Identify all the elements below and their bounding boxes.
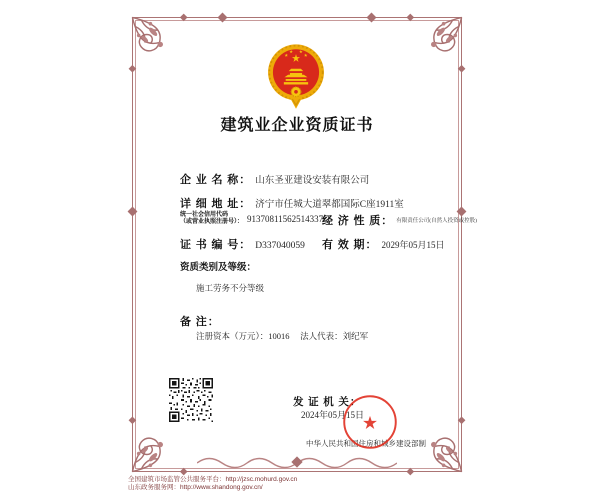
field-remark	[180, 313, 220, 329]
cert-no-label: 证 书 编 号：	[180, 239, 252, 251]
field-cert-no	[180, 236, 305, 252]
corner-flourish-icon	[395, 12, 467, 84]
validity-label: 有 效 期：	[322, 239, 378, 251]
made-by-line: 中华人民共和国住房和城乡建设部制	[306, 439, 426, 448]
credit-code-label	[180, 212, 243, 225]
certificate-title: 建筑业企业资质证书	[220, 117, 374, 134]
field-company	[180, 171, 369, 187]
remark-label: 备 注：	[180, 316, 220, 328]
issue-date: 2024年05月15日	[301, 410, 365, 420]
address-value: 济宁市任城大道翠都国际C座1911室	[255, 200, 404, 210]
official-seal-icon	[342, 394, 398, 450]
qualification-label: 资质类别及等级：	[180, 263, 257, 273]
credit-code-label-line1: 统一社会信用代码	[180, 212, 229, 218]
remark-value-row	[196, 330, 368, 342]
company-value: 山东圣亚建设安装有限公司	[255, 176, 370, 186]
credit-code-label-line2: （或营业执照注册号）：	[180, 218, 244, 225]
field-credit-code	[180, 212, 330, 225]
issuing-authority-label: 发 证 机 关：	[293, 397, 362, 408]
footer-line-shandong: 山东政务服务网：http://www.shandong.gov.cn/	[128, 483, 263, 491]
footer-line-platform: 全国建筑市场监管公共服务平台：http://jzsc.mohurd.gov.cn	[128, 476, 298, 483]
cert-no-value: D337040059	[255, 241, 305, 251]
address-label: 详 细 地 址：	[180, 198, 252, 210]
qualification-value: 施工劳务不分等级	[196, 283, 265, 293]
corner-flourish-icon	[127, 12, 199, 84]
qualification-value-row	[196, 282, 264, 294]
economic-value: 有限责任公司(自然人投资或控股)	[396, 218, 477, 224]
field-economic	[322, 212, 477, 228]
field-validity	[322, 236, 445, 252]
validity-value: 2029年05月15日	[381, 240, 445, 250]
footer-links	[128, 476, 297, 491]
company-label: 企 业 名 称：	[180, 174, 252, 186]
bottom-garland-ornament	[197, 455, 397, 469]
field-address	[180, 195, 404, 211]
economic-label: 经 济 性 质：	[322, 215, 394, 227]
national-emblem-icon	[265, 42, 327, 110]
credit-code-value: 91370811562514337Q	[247, 213, 330, 224]
field-qualification	[180, 259, 256, 273]
remark-value: 注册资本（万元）：10016 法人代表：刘纪军	[196, 331, 369, 341]
qr-code-icon	[169, 378, 213, 422]
